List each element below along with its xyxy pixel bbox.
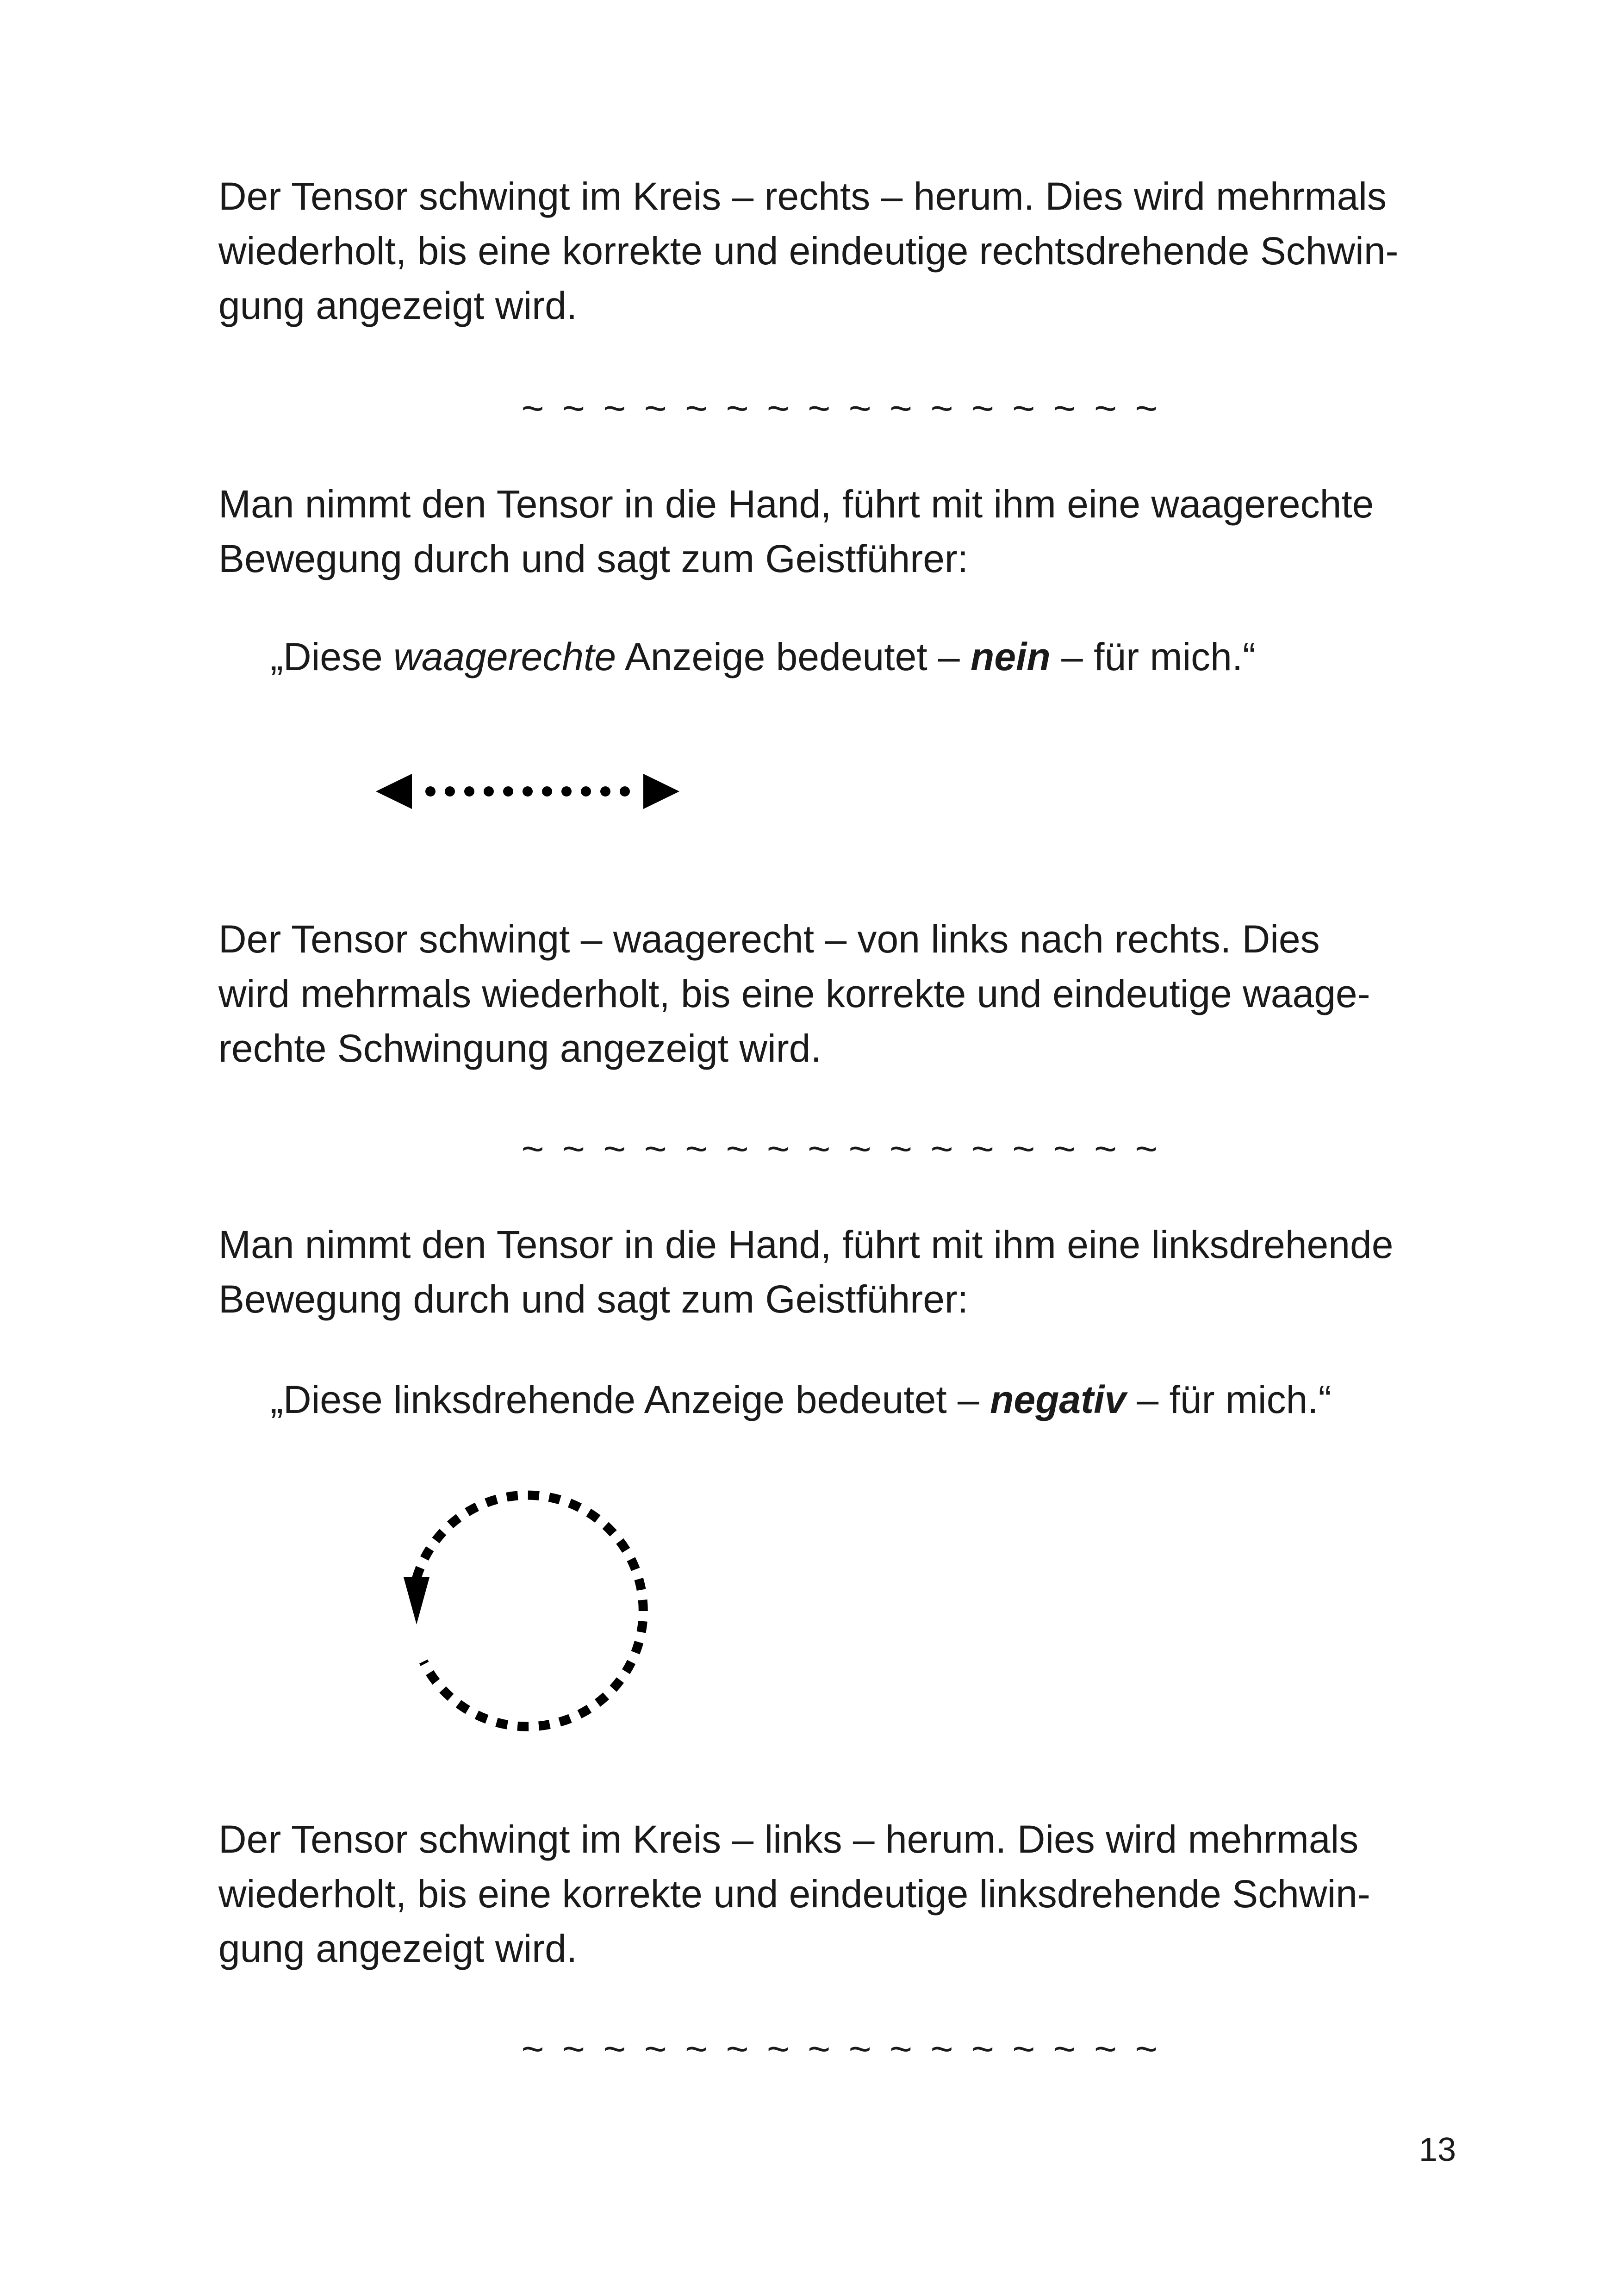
counterclockwise-rotation-icon xyxy=(370,1467,666,1745)
page-number: 13 xyxy=(1419,2131,1456,2168)
paragraph-right-rotation xyxy=(218,169,1477,333)
text-line: Der Tensor schwingt – waagerecht – von links nach rechts. Dies xyxy=(218,917,1320,961)
tilde-separator: ~ ~ ~ ~ ~ ~ ~ ~ ~ ~ ~ ~ ~ ~ ~ ~ xyxy=(521,1127,1162,1170)
text-line: gung angezeigt wird. xyxy=(218,1927,578,1970)
text-line: wiederholt, bis eine korrekte und eindeutige rechtsdrehende Schwin- xyxy=(218,229,1399,273)
quote-negativ xyxy=(270,1372,1332,1427)
quote-text: – für mich.“ xyxy=(1126,1378,1332,1421)
text-line: Man nimmt den Tensor in die Hand, führt mit ihm eine waagerechte xyxy=(218,482,1374,526)
paragraph-left-rotation xyxy=(218,1812,1477,1976)
quote-text: „Diese linksdrehende Anzeige bedeutet – xyxy=(270,1378,990,1421)
tilde-separator: ~ ~ ~ ~ ~ ~ ~ ~ ~ ~ ~ ~ ~ ~ ~ ~ xyxy=(521,386,1162,430)
text-line: wiederholt, bis eine korrekte und eindeutige linksdrehende Schwin- xyxy=(218,1872,1370,1916)
quote-text: – für mich.“ xyxy=(1050,635,1256,678)
quote-text: „Diese xyxy=(270,635,394,678)
text-line: Man nimmt den Tensor in die Hand, führt mit ihm eine linksdrehende xyxy=(218,1223,1394,1266)
tilde-separator: ~ ~ ~ ~ ~ ~ ~ ~ ~ ~ ~ ~ ~ ~ ~ ~ xyxy=(521,2027,1162,2071)
text-line: wird mehrmals wiederholt, bis eine korrekte und eindeutige waage- xyxy=(218,972,1370,1015)
quote-emphasis-word: nein xyxy=(971,635,1051,678)
text-line: Der Tensor schwingt im Kreis – rechts – herum. Dies wird mehrmals xyxy=(218,174,1387,218)
text-line: rechte Schwingung angezeigt wird. xyxy=(218,1027,821,1070)
paragraph-horizontal-instruction xyxy=(218,477,1477,586)
quote-italic-word: waagerechte xyxy=(393,635,616,678)
text-line: Der Tensor schwingt im Kreis – links – herum. Dies wird mehrmals xyxy=(218,1817,1359,1861)
text-line: Bewegung durch und sagt zum Geistführer: xyxy=(218,537,969,580)
quote-nein xyxy=(270,629,1256,684)
text-line: Bewegung durch und sagt zum Geistführer: xyxy=(218,1277,969,1321)
paragraph-horizontal-swing xyxy=(218,912,1477,1076)
quote-text: Anzeige bedeutet – xyxy=(616,635,971,678)
paragraph-left-rotation-instruction xyxy=(218,1217,1477,1326)
horizontal-double-arrow-icon xyxy=(370,764,703,819)
text-line: gung angezeigt wird. xyxy=(218,284,578,327)
quote-emphasis-word: negativ xyxy=(990,1378,1126,1421)
